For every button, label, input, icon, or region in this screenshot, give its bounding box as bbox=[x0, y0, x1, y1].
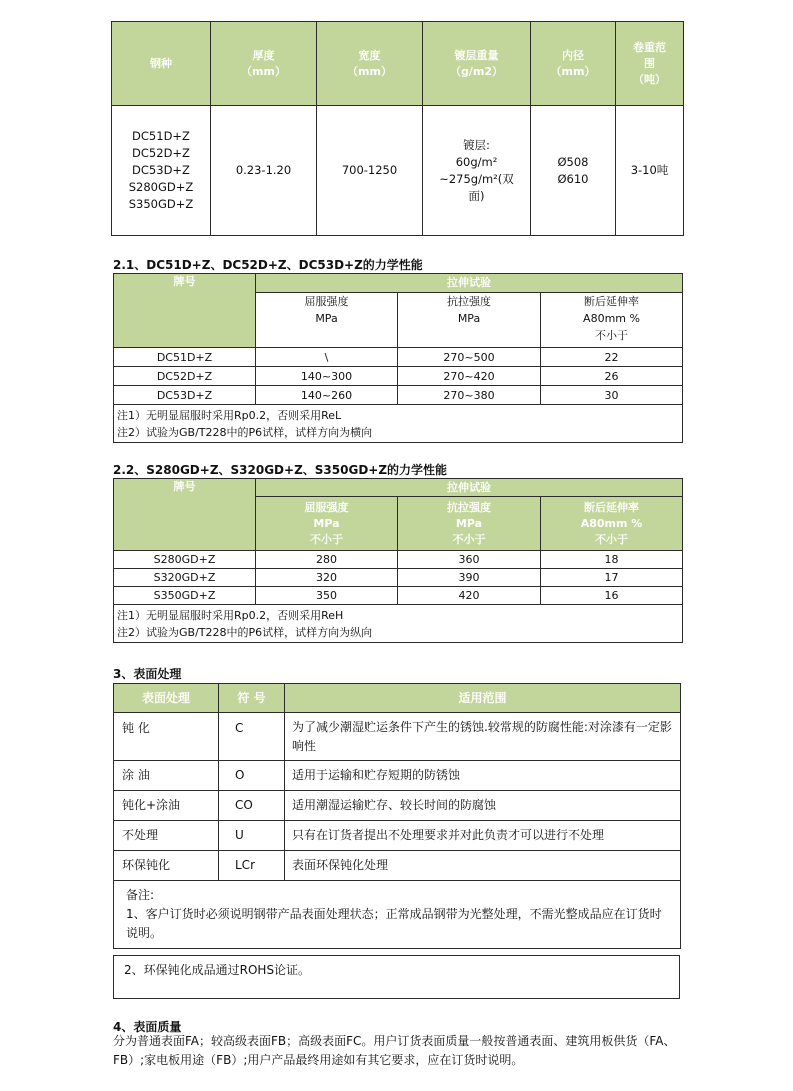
header-coil-weight: 卷重范 围 （吨） bbox=[616, 22, 684, 106]
cell-tensile: 270~420 bbox=[398, 367, 541, 386]
cell-grade: DC53D+Z bbox=[114, 386, 256, 405]
cell-application: 表面环保钝化处理 bbox=[285, 851, 681, 881]
cell-grade: DC51D+Z bbox=[114, 348, 256, 367]
cell-yield: 350 bbox=[256, 587, 398, 605]
header-inner-diameter: 内径 （mm） bbox=[531, 22, 616, 106]
cell-yield: 140~260 bbox=[256, 386, 398, 405]
mechanical-table-21 bbox=[113, 273, 683, 443]
header-yield-strength: 屈服强度 MPa 不小于 bbox=[256, 497, 398, 551]
cell-elongation: 30 bbox=[541, 386, 683, 405]
notes-cell: 注1）无明显屈服时采用Rp0.2，否则采用ReL 注2）试验为GB/T228中的P6试样，试样方向为横向 bbox=[114, 405, 683, 443]
cell-grade: S320GD+Z bbox=[114, 569, 256, 587]
cell-grade: DC52D+Z bbox=[114, 367, 256, 386]
table-row bbox=[114, 791, 681, 821]
header-symbol: 符 号 bbox=[219, 684, 285, 713]
grades-cell: DC51D+Z DC52D+Z DC53D+Z S280GD+Z S350GD+Z bbox=[112, 106, 211, 236]
table-row bbox=[114, 348, 683, 367]
remark-rohs: 2、环保钝化成品通过ROHS论证。 bbox=[113, 955, 680, 999]
cell-tensile: 390 bbox=[398, 569, 541, 587]
cell-elongation: 18 bbox=[541, 551, 683, 569]
cell-yield: \ bbox=[256, 348, 398, 367]
cell-application: 只有在订货者提出不处理要求并对此负责才可以进行不处理 bbox=[285, 821, 681, 851]
cell-tensile: 360 bbox=[398, 551, 541, 569]
section-3-title: 3、表面处理 bbox=[113, 667, 182, 681]
header-yield-strength: 屈服强度 MPa bbox=[256, 293, 398, 348]
cell-treatment: 环保钝化 bbox=[114, 851, 219, 881]
width-cell: 700-1250 bbox=[317, 106, 423, 236]
header-elongation: 断后延伸率 A80mm % 不小于 bbox=[541, 497, 683, 551]
header-steel-grade: 钢种 bbox=[112, 22, 211, 106]
header-brand: 牌号 bbox=[114, 479, 256, 551]
header-application: 适用范围 bbox=[285, 684, 681, 713]
cell-tensile: 270~380 bbox=[398, 386, 541, 405]
header-width: 宽度 （mm） bbox=[317, 22, 423, 106]
header-tensile-test: 拉伸试验 bbox=[256, 479, 683, 497]
cell-application: 适用于运输和贮存短期的防锈蚀 bbox=[285, 761, 681, 791]
table-row bbox=[114, 713, 681, 761]
table-row bbox=[114, 367, 683, 386]
cell-elongation: 26 bbox=[541, 367, 683, 386]
section-4-title: 4、表面质量 bbox=[113, 1020, 182, 1034]
inner-diameter-cell: Ø508 Ø610 bbox=[531, 106, 616, 236]
header-tensile-test: 拉伸试验 bbox=[256, 274, 683, 293]
cell-treatment: 涂 油 bbox=[114, 761, 219, 791]
cell-yield: 320 bbox=[256, 569, 398, 587]
cell-treatment: 钝 化 bbox=[114, 713, 219, 761]
cell-grade: S280GD+Z bbox=[114, 551, 256, 569]
cell-treatment: 不处理 bbox=[114, 821, 219, 851]
section-22-title: 2.2、S280GD+Z、S320GD+Z、S350GD+Z的力学性能 bbox=[113, 463, 448, 477]
header-thickness: 厚度 （mm） bbox=[211, 22, 317, 106]
cell-symbol: LCr bbox=[219, 851, 285, 881]
surface-treatment-table bbox=[113, 683, 681, 949]
header-surface-treatment: 表面处理 bbox=[114, 684, 219, 713]
remark-cell: 备注: 1、客户订货时必须说明钢带产品表面处理状态；正常成品钢带为光整处理，不需光整成品应在订货时说明。 bbox=[114, 881, 681, 949]
header-elongation: 断后延伸率 A80mm % 不小于 bbox=[541, 293, 683, 348]
section-21-title: 2.1、DC51D+Z、DC52D+Z、DC53D+Z的力学性能 bbox=[113, 258, 423, 272]
cell-yield: 140~300 bbox=[256, 367, 398, 386]
cell-symbol: CO bbox=[219, 791, 285, 821]
cell-tensile: 270~500 bbox=[398, 348, 541, 367]
surface-quality-text: 分为普通表面FA；较高级表面FB；高级表面FC。用户订货表面质量一般按普通表面、建筑用板供货（FA、FB）;家电板用途（FB）;用户产品最终用途如有其它要求，应在订货时说明。 bbox=[113, 1034, 676, 1067]
cell-elongation: 22 bbox=[541, 348, 683, 367]
coil-weight-cell: 3-10吨 bbox=[616, 106, 684, 236]
cell-elongation: 17 bbox=[541, 569, 683, 587]
cell-tensile: 420 bbox=[398, 587, 541, 605]
table-row bbox=[114, 851, 681, 881]
table-row bbox=[114, 821, 681, 851]
spec-table bbox=[111, 21, 684, 236]
table-row bbox=[114, 587, 683, 605]
header-tensile-strength: 抗拉强度 MPa bbox=[398, 293, 541, 348]
table-row bbox=[114, 386, 683, 405]
table-row bbox=[114, 761, 681, 791]
cell-application: 适用潮湿运输贮存、较长时间的防腐蚀 bbox=[285, 791, 681, 821]
thickness-cell: 0.23-1.20 bbox=[211, 106, 317, 236]
cell-symbol: C bbox=[219, 713, 285, 761]
mechanical-table-22 bbox=[113, 478, 683, 643]
cell-symbol: O bbox=[219, 761, 285, 791]
cell-yield: 280 bbox=[256, 551, 398, 569]
header-coating-weight: 镀层重量 （g/m2） bbox=[423, 22, 531, 106]
notes-cell: 注1）无明显屈服时采用Rp0.2，否则采用ReH 注2）试验为GB/T228中的P6试样，试样方向为纵向 bbox=[114, 605, 683, 643]
cell-treatment: 钝化+涂油 bbox=[114, 791, 219, 821]
cell-grade: S350GD+Z bbox=[114, 587, 256, 605]
cell-application: 为了减少潮湿贮运条件下产生的锈蚀.较常规的防腐性能:对涂漆有一定影响性 bbox=[285, 713, 681, 761]
cell-elongation: 16 bbox=[541, 587, 683, 605]
header-tensile-strength: 抗拉强度 MPa 不小于 bbox=[398, 497, 541, 551]
header-brand: 牌号 bbox=[114, 274, 256, 348]
coating-cell: 镀层: 60g/m² ~275g/m²(双 面) bbox=[423, 106, 531, 236]
table-row bbox=[114, 551, 683, 569]
table-row bbox=[114, 569, 683, 587]
cell-symbol: U bbox=[219, 821, 285, 851]
